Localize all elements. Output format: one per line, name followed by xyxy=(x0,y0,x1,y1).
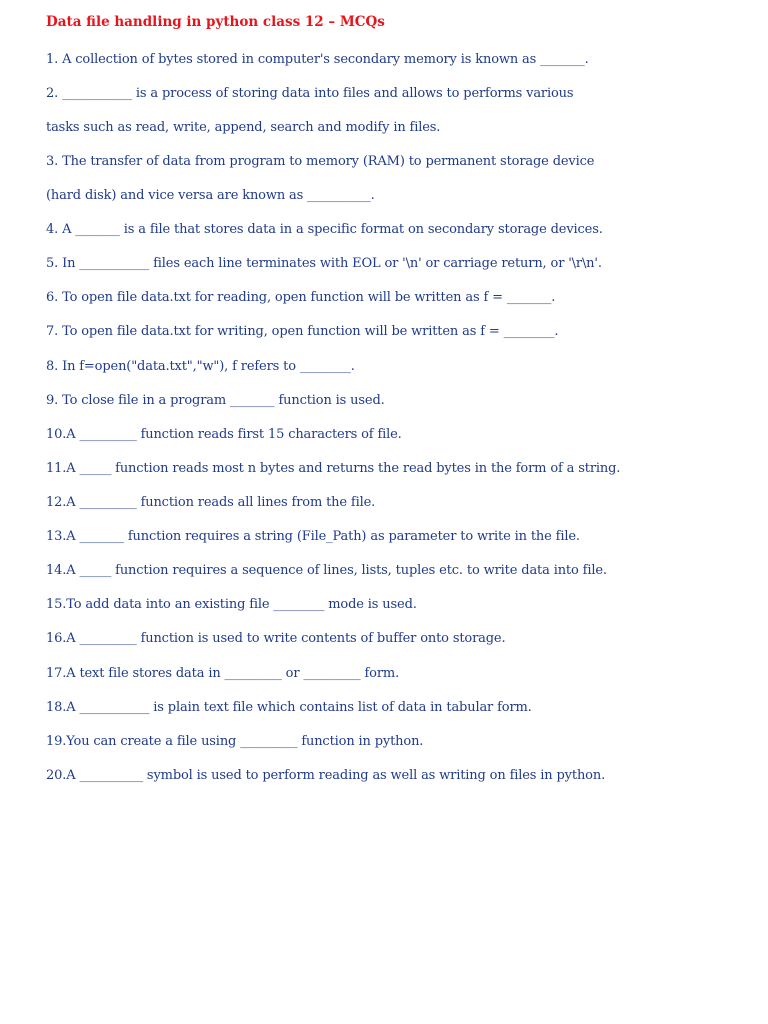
question-11-line: 11.A _____ function reads most n bytes and returns the read bytes in the form of a string. xyxy=(46,461,621,476)
question-6-line: 6. To open file data.txt for reading, open function will be written as f = _______. xyxy=(46,290,556,305)
question-15-line: 15.To add data into an existing file ________ mode is used. xyxy=(46,597,417,612)
question-9-line: 9. To close file in a program _______ function is used. xyxy=(46,393,385,408)
question-16-line: 16.A _________ function is used to write contents of buffer onto storage. xyxy=(46,631,506,646)
question-3-line: 3. The transfer of data from program to memory (RAM) to permanent storage device xyxy=(46,154,595,169)
question-12-line: 12.A _________ function reads all lines from the file. xyxy=(46,495,376,510)
question-18-line: 18.A ___________ is plain text file which contains list of data in tabular form. xyxy=(46,700,532,715)
question-4-line: 4. A _______ is a file that stores data in a specific format on secondary storage devices. xyxy=(46,222,603,237)
question-2-continued: tasks such as read, write, append, search and modify in files. xyxy=(46,120,441,135)
question-3-continued: (hard disk) and vice versa are known as __________. xyxy=(46,188,375,203)
question-20-line: 20.A __________ symbol is used to perform reading as well as writing on files in python. xyxy=(46,768,606,783)
question-1-line: 1. A collection of bytes stored in computer's secondary memory is known as _______. xyxy=(46,52,589,67)
page-title: Data file handling in python class 12 – MCQs xyxy=(46,14,385,30)
question-7-line: 7. To open file data.txt for writing, open function will be written as f = ________. xyxy=(46,324,559,339)
question-10-line: 10.A _________ function reads first 15 characters of file. xyxy=(46,427,402,442)
question-5-line: 5. In ___________ files each line terminates with EOL or '\n' or carriage return, or '\r\n'. xyxy=(46,256,602,271)
question-13-line: 13.A _______ function requires a string (File_Path) as parameter to write in the file. xyxy=(46,529,580,544)
question-8-line: 8. In f=open("data.txt","w"), f refers to ________. xyxy=(46,359,355,374)
question-19-line: 19.You can create a file using _________ function in python. xyxy=(46,734,424,749)
question-14-line: 14.A _____ function requires a sequence of lines, lists, tuples etc. to write data into file. xyxy=(46,563,607,578)
question-17-line: 17.A text file stores data in _________ or _________ form. xyxy=(46,666,400,681)
question-2-line: 2. ___________ is a process of storing data into files and allows to performs various xyxy=(46,86,574,101)
